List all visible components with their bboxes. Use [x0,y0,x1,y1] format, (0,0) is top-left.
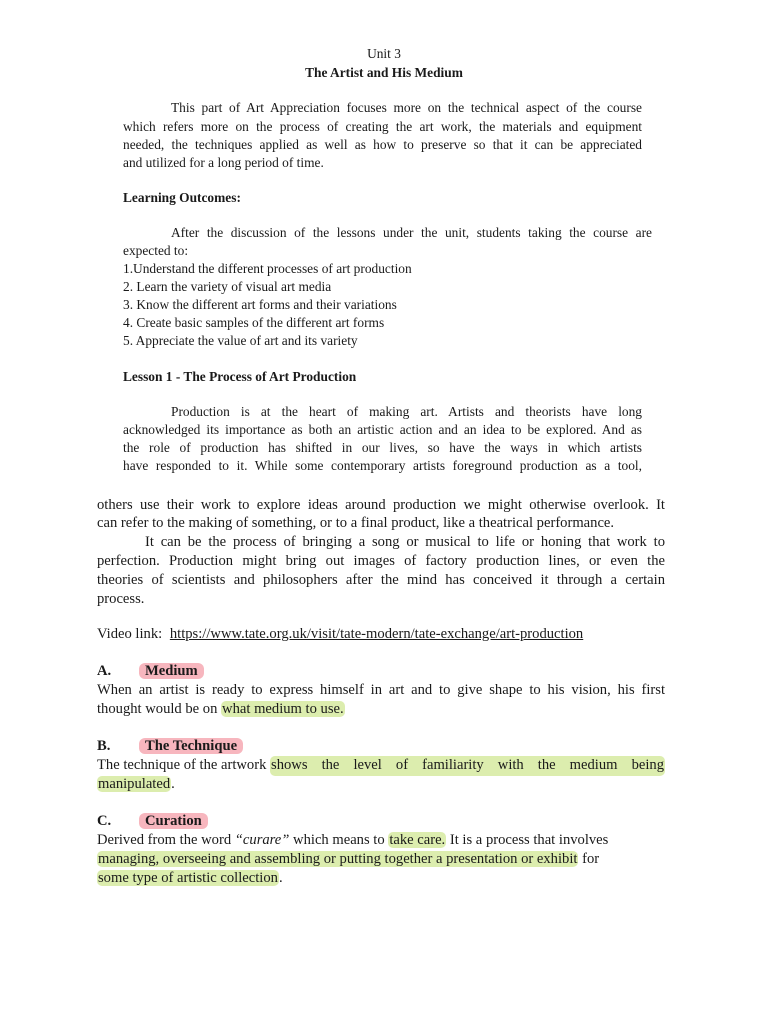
section-c-text: which means to [289,832,389,848]
section-c-heading [97,812,208,832]
section-b-highlight: manipulated [98,776,171,792]
intro-line: This part of Art Appreciation focuses more on the technical aspect of the course [171,100,642,115]
outcome-item: 4. Create basic samples of the different art forms [123,315,385,330]
outcomes-heading: Learning Outcomes: [123,190,241,205]
outcomes-intro-line: After the discussion of the lessons under the unit, students taking the course are [171,225,652,240]
section-b-text: The technique of the artwork [97,757,271,773]
section-a-heading [97,662,204,682]
unit-label: Unit 3 [367,46,401,61]
video-link-row [97,625,583,645]
lesson-para-line: Production is at the heart of making art. Artists and theorists have long [171,404,642,419]
lesson-heading: Lesson 1 - The Process of Art Production [123,369,357,384]
lesson-para-line: can refer to the making of something, or to a final product, like a theatrical performance. [97,515,615,531]
page-title: The Artist and His Medium [305,65,463,80]
section-c-line [97,850,599,870]
section-a-line: When an artist is ready to express himself in art and to give shape to his vision, his first [97,682,665,698]
section-b-text: . [171,776,175,792]
lesson-para-line: perfection. Production might bring out images of factory production lines, or even the [97,553,665,569]
section-c-text: . [278,870,283,886]
lesson-para-line: It can be the process of bringing a song or musical to life or honing that work to [145,534,665,550]
section-c-line [97,869,283,889]
section-b-title: The Technique [139,738,243,754]
video-link[interactable]: https://www.tate.org.uk/visit/tate-modern/tate-exchange/art-production [169,626,584,642]
outcome-item: 1.Understand the different processes of art production [123,261,412,276]
section-c-title: Curation [139,813,208,829]
intro-line: needed, the techniques applied as well as how to preserve so that it can be appreciated [123,137,642,152]
video-link-label: Video link: [97,626,163,642]
section-c-quote: “curare” [234,832,290,848]
section-c-text: for [578,851,600,867]
section-b-line [97,756,665,776]
section-b-heading [97,737,243,757]
lesson-para-line: the role of production has shifted in our lives, so have the ways in which artists [123,440,642,455]
outcome-item: 2. Learn the variety of visual art media [123,279,332,294]
lesson-para-line: acknowledged its importance as both an artistic action and an idea to be explored. And as [123,422,642,437]
lesson-para-line: others use their work to explore ideas around production we might otherwise overlook. It [97,497,665,513]
section-c-highlight: take care. [389,832,446,848]
section-c-highlight: some type of artistic collection [98,870,278,886]
intro-line: which refers more on the process of creating the art work, the materials and equipment [123,119,642,134]
outcome-item: 5. Appreciate the value of art and its variety [123,333,358,348]
lesson-para-line: process. [97,591,145,607]
section-a-text: thought would be on [97,701,222,717]
section-c-letter: C. [97,813,112,829]
lesson-para-line: have responded to it. While some contemporary artists foreground production as a tool, [123,458,642,473]
section-c-text: It is a process that involves [446,832,609,848]
section-b-letter: B. [97,738,111,754]
section-a-line [97,700,345,720]
section-c-line [97,831,608,851]
intro-line: and utilized for a long period of time. [123,155,324,170]
section-c-highlight: managing, overseeing and assembling or putting together a presentation or exhibit [98,851,578,867]
lesson-para-line: theories of scientists and philosophers after the mind has conceived it through a certain [97,572,665,588]
section-a-letter: A. [97,663,112,679]
section-b-line [97,775,175,795]
section-a-highlight: what medium to use. [222,701,344,717]
section-b-highlight: shows the level of familiarity with the medium being [270,756,665,776]
section-c-text: Derived from the word [97,832,235,848]
section-a-title: Medium [139,663,204,679]
outcome-item: 3. Know the different art forms and their variations [123,297,397,312]
outcomes-intro-line: expected to: [123,243,189,258]
